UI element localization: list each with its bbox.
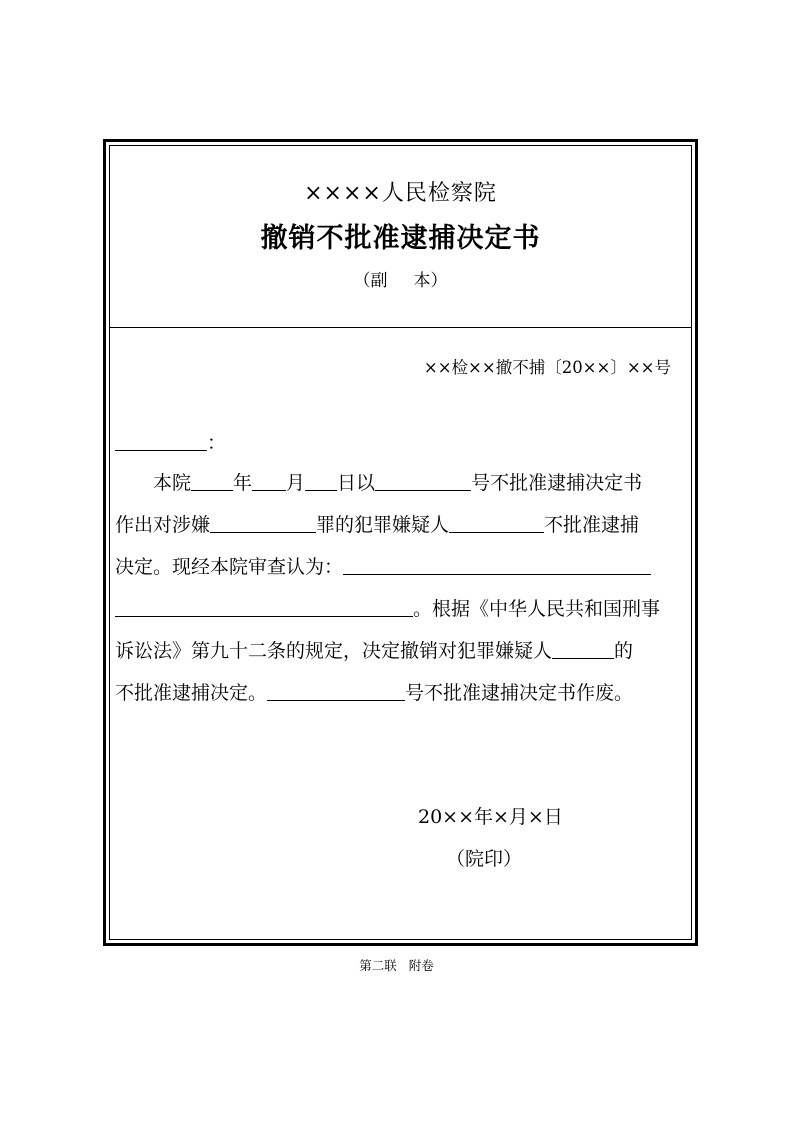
text-segment: 月 [286, 472, 306, 494]
copy-label [110, 266, 691, 291]
text-segment: 作出对涉嫌 [115, 514, 211, 536]
document-number: ××检××撤不捕〔20××〕××号 [423, 358, 671, 377]
document-title: 撤销不批准逮捕决定书 [260, 223, 541, 254]
court-name: ××××人民检察院 [304, 181, 497, 206]
recipient-line [115, 428, 226, 458]
suspect-name-blank-2[interactable] [552, 638, 614, 659]
document-inner-border [109, 145, 692, 940]
paragraph-line-6 [115, 678, 633, 708]
document-header [110, 146, 691, 328]
text-segment: 年 [233, 472, 253, 494]
footer-part: 第二联 [359, 958, 397, 973]
document-frame [103, 139, 698, 946]
signature-date: 20××年×月×日 [418, 806, 563, 828]
text-segment: 罪的犯罪嫌疑人 [316, 514, 450, 536]
text-segment: 号不批准逮捕决定书 [471, 472, 643, 494]
text-segment: 决定。现经本院审查认为： [115, 556, 344, 578]
footer-archive: 附卷 [408, 958, 434, 973]
month-blank[interactable] [252, 470, 286, 491]
crime-blank[interactable] [210, 512, 316, 533]
recipient-colon: ： [207, 432, 227, 454]
paragraph-line-2 [115, 510, 639, 540]
suspect-name-blank[interactable] [449, 512, 544, 533]
text-segment: 本院 [153, 472, 192, 494]
copy-label-open: （副 [353, 271, 388, 291]
text-segment: 。根据《中华人民共和国刑事 [413, 598, 661, 620]
revoked-number-blank[interactable] [267, 680, 405, 701]
text-segment: 诉讼法》第九十二条的规定，决定撤销对犯罪嫌疑人 [115, 640, 553, 662]
page-footer [0, 956, 793, 974]
recipient-blank[interactable] [115, 430, 207, 451]
copy-label-close: 本） [413, 271, 448, 291]
text-segment: 不批准逮捕 [544, 514, 640, 536]
paragraph-line-5 [115, 636, 633, 666]
review-reason-blank-2[interactable] [115, 596, 413, 617]
review-reason-blank[interactable] [343, 554, 651, 575]
paragraph-line-3 [115, 552, 651, 582]
year-blank[interactable] [191, 470, 233, 491]
decision-number-blank[interactable] [375, 470, 471, 491]
paragraph-line-1 [153, 468, 642, 498]
text-segment: 号不批准逮捕决定书作废。 [405, 682, 634, 704]
day-blank[interactable] [305, 470, 337, 491]
text-segment: 日以 [337, 472, 376, 494]
paragraph-line-4 [115, 594, 660, 624]
court-seal-label: （院印） [446, 848, 523, 870]
text-segment: 不批准逮捕决定。 [115, 682, 268, 704]
text-segment: 的 [614, 640, 634, 662]
